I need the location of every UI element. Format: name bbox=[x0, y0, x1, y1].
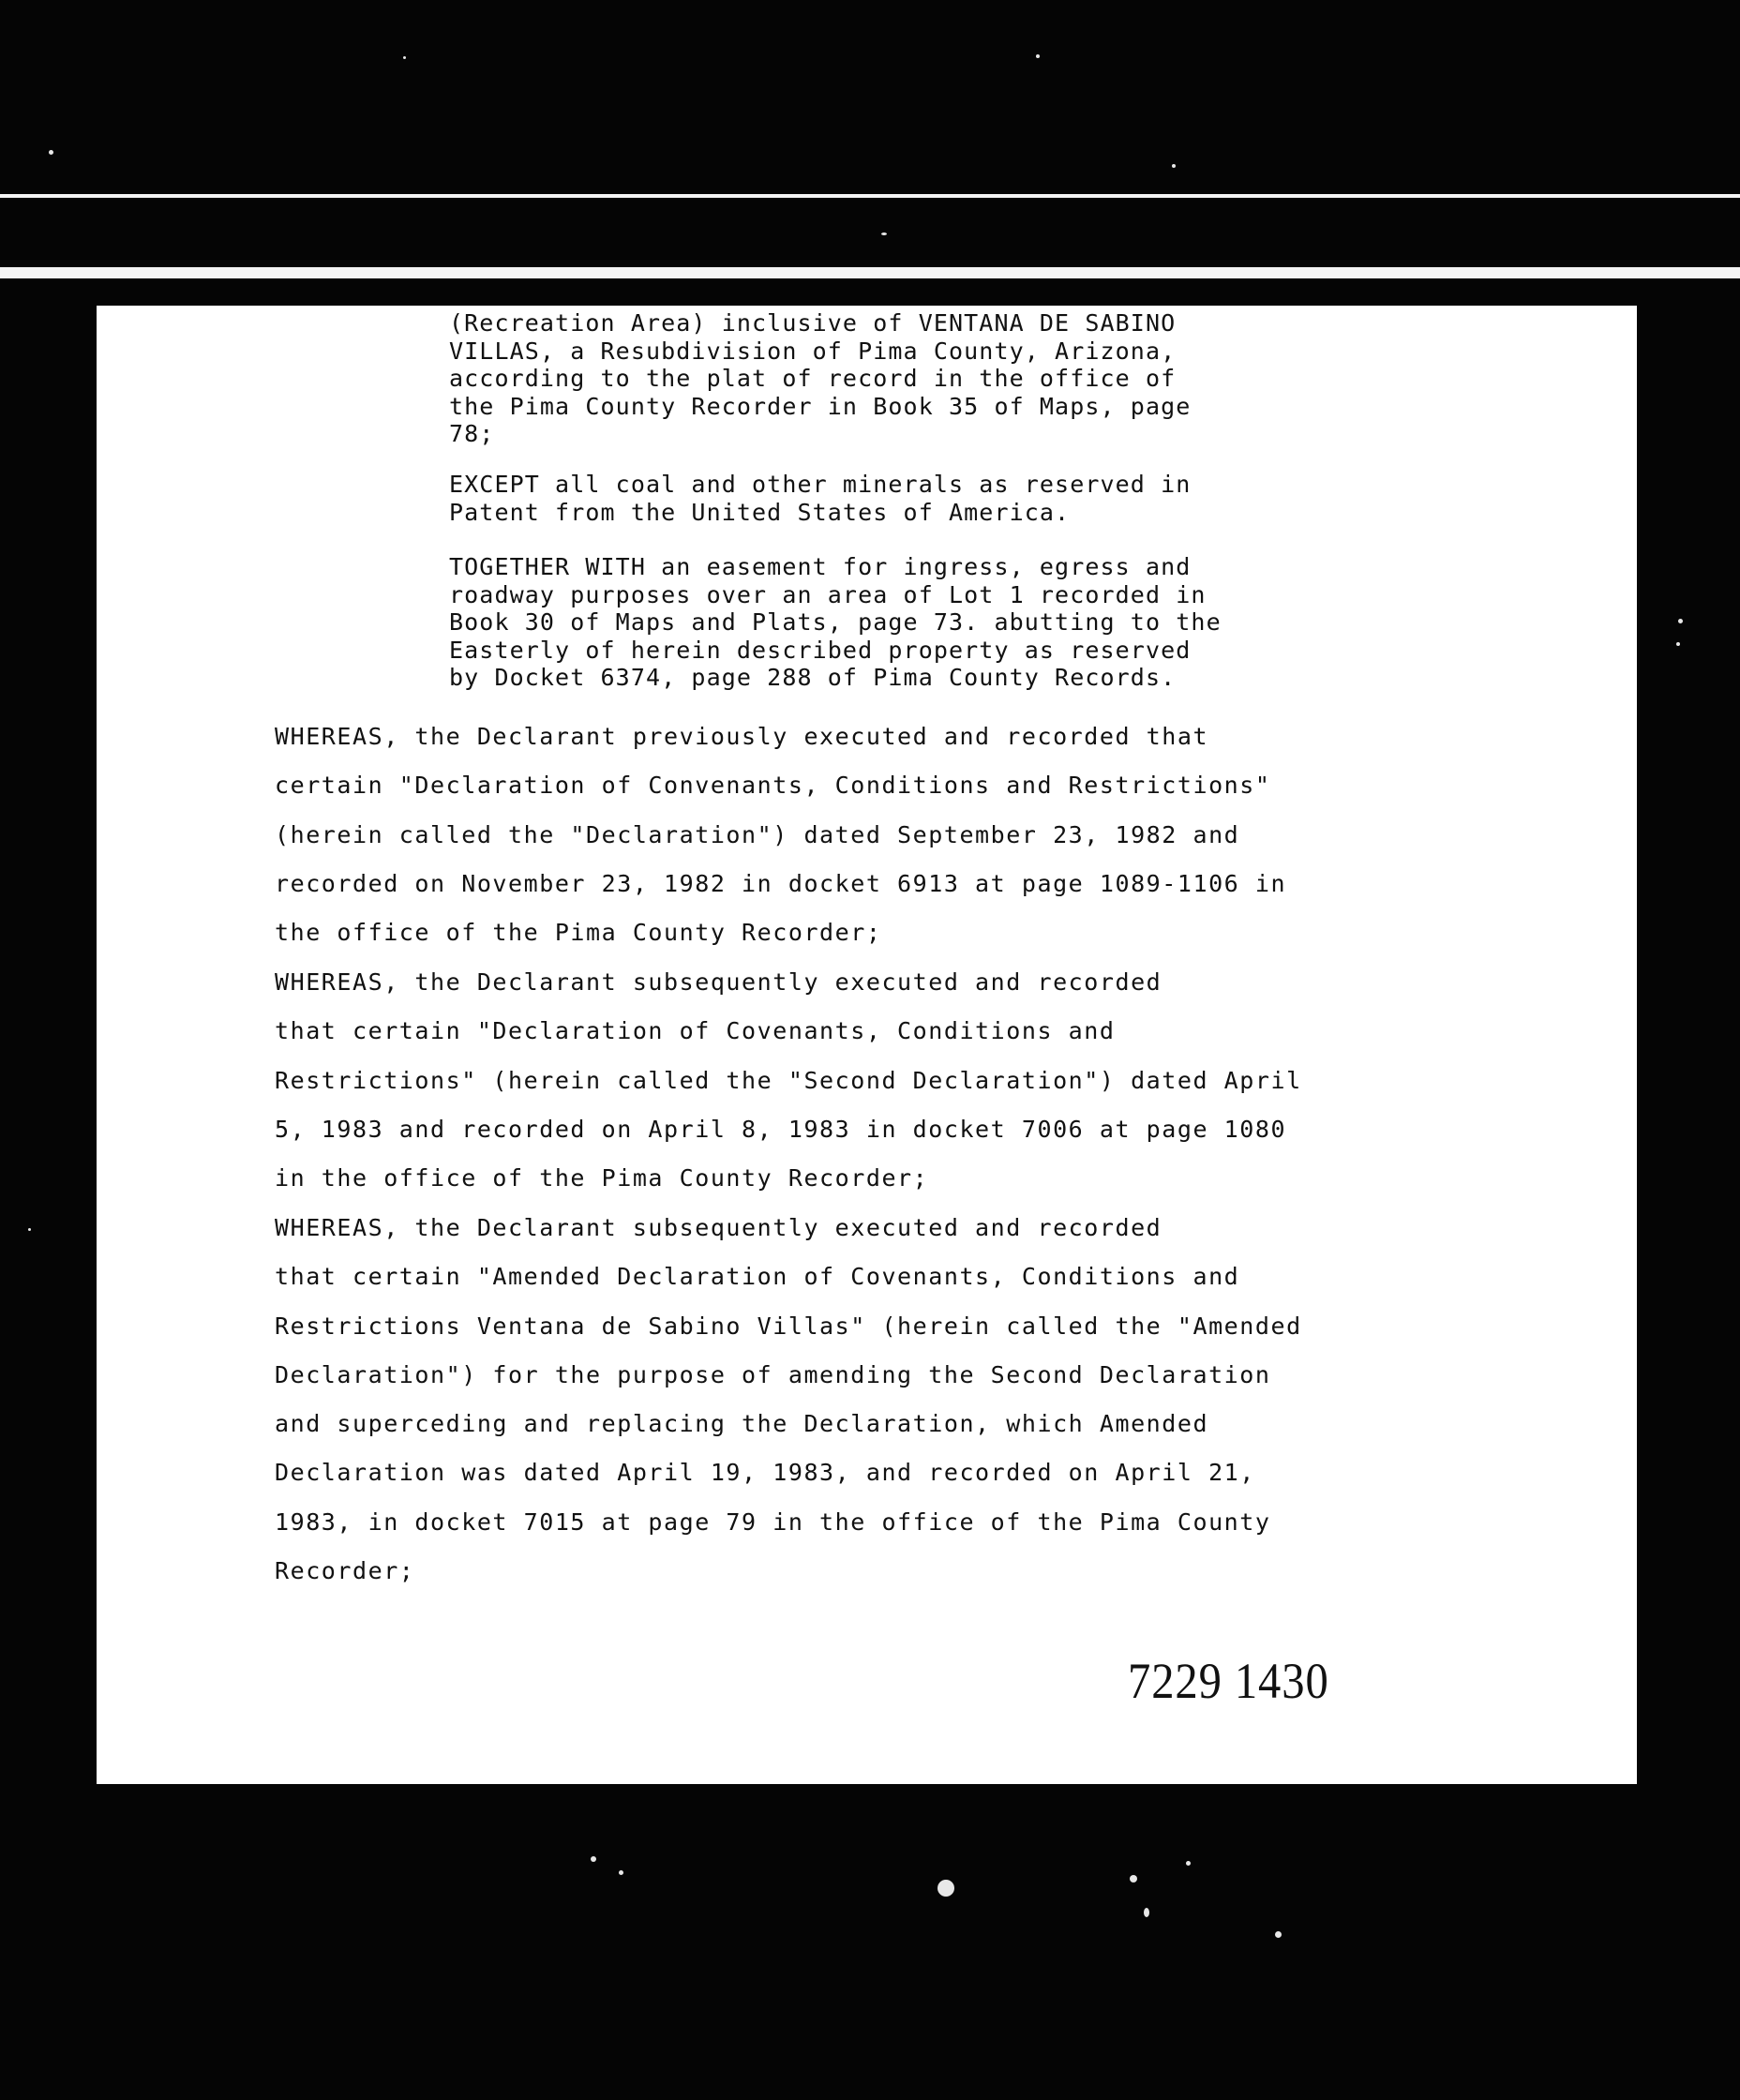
scan-border-line-top bbox=[0, 194, 1740, 198]
whereas-recital-3: WHEREAS, the Declarant subsequently executed and recorded that certain "Amended Declaration of Covenants, Conditions and Restrictions Ventana de Sabino Villas" (herein called the "Amended Declaration") for the purpose of amending the Second Declaration and superceding and replacing the Declaration, which Amended Declaration was dated April 19, 1983, and recorded on April 21, 1983, in docket 7015 at page 79 in the office of the Pima County Recorder; bbox=[275, 1214, 1302, 1585]
document-page bbox=[97, 306, 1637, 1784]
whereas-recital-2: WHEREAS, the Declarant subsequently executed and recorded that certain "Declaration of Covenants, Conditions and Restrictions" (herein called the "Second Declaration") dated April 5, 1983 and recorded on April 8, 1983 in docket 7006 at page 1080 in the office of the Pima County Recorder; bbox=[275, 968, 1302, 1192]
whereas-recital-1: WHEREAS, the Declarant previously executed and recorded that certain "Declaration of Convenants, Conditions and Restrictions" (herein called the "Declaration") dated September 23, 1982 and recorded on November 23, 1982 in docket 6913 at page 1089-1106 in the office of the Pima County Recorder; bbox=[275, 723, 1287, 947]
legal-description-except: EXCEPT all coal and other minerals as reserved in Patent from the United States of America. bbox=[449, 471, 1192, 526]
scan-border-line-bottom bbox=[0, 267, 1740, 278]
legal-description-easement: TOGETHER WITH an easement for ingress, egress and roadway purposes over an area of Lot 1 recorded in Book 30 of Maps and Plats, page 73. abutting to the Easterly of herein described property as reserved by Docket 6374, page 288 of Pima County Records. bbox=[449, 553, 1222, 691]
docket-page-stamp: 7229 1430 bbox=[1128, 1653, 1329, 1709]
legal-description-lot: (Recreation Area) inclusive of VENTANA DE SABINO VILLAS, a Resubdivision of Pima County, Arizona, according to the plat of record in the office of the Pima County Recorder in Book 35 of Maps, page 78; bbox=[449, 309, 1192, 447]
